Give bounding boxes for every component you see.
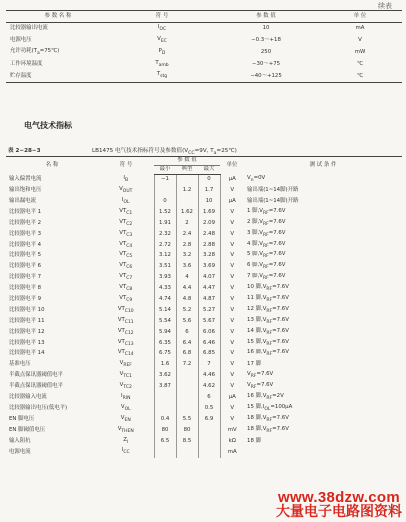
elec-row (6, 229, 402, 240)
elec-cell-name: 输出漏电流 (9, 198, 36, 205)
elec-cell-typ: 5.5 (176, 414, 198, 425)
limits-cell-name: 贮存温度 (6, 71, 110, 83)
elec-cell-unit: mA (220, 447, 244, 458)
elec-cell-symbol: $V_{REF}$ (119, 360, 132, 369)
elec-cell-min: 5.14 (154, 305, 176, 316)
elec-cell-unit: V (220, 262, 244, 273)
elec-cell-unit: V (220, 218, 244, 229)
elec-cell-condition: 18 脚$,V_{RF}=7.6V$ (247, 414, 289, 423)
elec-cell-max: 3.28 (198, 251, 220, 262)
elec-cell-typ: 6.8 (176, 349, 198, 360)
elec-cell-max: 5.67 (198, 316, 220, 327)
elec-cell-condition: 输出端(1~14脚)开路 (247, 198, 299, 205)
elec-cell-symbol: $VT_{C13}$ (117, 338, 134, 347)
elec-cell-min: 4.74 (154, 294, 176, 305)
elec-cell-typ: 2 (176, 218, 198, 229)
elec-cell-max: 2.48 (198, 229, 220, 240)
elec-cell-condition: 16 脚$,V_{RF}=2V$ (247, 392, 284, 402)
elec-cell-typ: 2.8 (176, 240, 198, 251)
caption-number: 表 2−28−3 (8, 148, 41, 154)
elec-cell-max: 10 (198, 196, 220, 207)
limits-cell-value: −30〜+75 (251, 60, 281, 67)
elec-row (6, 338, 402, 349)
page-header: 续表 (378, 2, 392, 10)
elec-cell-max: 2.09 (198, 218, 220, 229)
elec-cell-max: 5.27 (198, 305, 220, 316)
elec-header-symbol: 符 号 (98, 157, 154, 175)
elec-cell-typ: 4 (176, 273, 198, 284)
elec-cell-condition: $V_{RF}=7.6V$ (247, 382, 274, 391)
elec-cell-min: 1.91 (154, 218, 176, 229)
elec-cell-symbol: $VT_{C6}$ (119, 262, 133, 271)
elec-cell-name: 比较器电平 12 (9, 328, 45, 335)
elec-row (6, 371, 402, 382)
elec-header-unit: 单位 (220, 157, 244, 175)
limits-cell-value: −40〜+125 (214, 71, 318, 83)
elec-cell-condition: 4 脚$,V_{RF}=7.6V$ (247, 240, 286, 249)
elec-cell-typ: 1.62 (176, 207, 198, 218)
elec-row (6, 294, 402, 305)
elec-cell-min: 0.4 (154, 414, 176, 425)
elec-cell-typ: 80 (176, 425, 198, 436)
elec-cell-condition: 6 脚$,V_{RF}=7.6V$ (247, 262, 286, 271)
elec-cell-min: 6.35 (154, 338, 176, 349)
elec-cell-unit: V (220, 360, 244, 371)
elec-header-values-group: 参 数 值 (154, 157, 220, 166)
elec-cell-min: 3.51 (154, 262, 176, 273)
elec-cell-name: 比较器输入电流 (9, 394, 47, 401)
elec-row (6, 414, 402, 425)
elec-cell-max: 6.06 (198, 327, 220, 338)
elec-cell-typ: 5.2 (176, 305, 198, 316)
elec-cell-max: 3.69 (198, 262, 220, 273)
elec-cell-min (154, 403, 176, 414)
limits-cell-symbol: $V_{EC}$ (157, 35, 167, 44)
elec-header-typ: 典型 (176, 166, 198, 175)
elec-cell-condition: 18 脚$,V_{RF}=7.6V$ (247, 425, 289, 434)
elec-cell-max: 6.9 (198, 414, 220, 425)
elec-cell-typ: 4.8 (176, 294, 198, 305)
limits-cell-unit: V (358, 36, 362, 43)
elec-cell-symbol: $VT_{C10}$ (117, 305, 134, 314)
elec-cell-max: 6.46 (198, 338, 220, 349)
elec-cell-name: 比较器电平 7 (9, 274, 42, 281)
elec-cell-max: 0 (198, 175, 220, 186)
elec-cell-unit: mV (220, 425, 244, 436)
elec-cell-min: 4.33 (154, 283, 176, 294)
elec-cell-min: 80 (154, 425, 176, 436)
elec-cell-min: 5.54 (154, 316, 176, 327)
limits-cell-value: −0.3〜+18 (251, 36, 281, 43)
elec-header-max: 最大 (198, 166, 220, 175)
elec-cell-typ: 7.2 (176, 360, 198, 371)
elec-cell-condition: 3 脚$,V_{RF}=7.6V$ (247, 229, 286, 238)
elec-cell-symbol: $V_{EN}$ (120, 414, 131, 423)
elec-cell-name: 半截点保讯器阈值电平 (9, 372, 63, 379)
elec-cell-condition: 5 脚$,V_{RF}=7.6V$ (247, 251, 286, 260)
elec-cell-name: 比较器电平 2 (9, 219, 42, 226)
elec-cell-unit: V (220, 371, 244, 382)
elec-cell-unit: V (220, 381, 244, 392)
elec-cell-symbol: $VT_{C7}$ (119, 273, 133, 282)
elec-cell-min: 1.52 (154, 207, 176, 218)
elec-cell-max: 6.85 (198, 349, 220, 360)
elec-cell-max: 4.07 (198, 273, 220, 284)
limits-header-row (6, 11, 402, 23)
caption-text: LB1475 电气技术指标符号及参数值($V_{CC}=9V$, $T_a=25℃$) (92, 148, 237, 157)
elec-cell-max: 1.7 (198, 185, 220, 196)
elec-cell-max: 1.69 (198, 207, 220, 218)
elec-row (6, 349, 402, 360)
limits-cell-symbol: $I_{OC}$ (157, 23, 167, 33)
elec-row (6, 283, 402, 294)
elec-cell-min (154, 185, 176, 196)
elec-cell-min: 3.93 (154, 273, 176, 284)
elec-row (6, 392, 402, 403)
elec-cell-min: 6.5 (154, 436, 176, 447)
elec-cell-symbol: $I_{RIN}$ (121, 392, 131, 402)
limits-header-symbol: 符 号 (110, 11, 214, 23)
elec-row (6, 207, 402, 218)
limits-header-unit: 单 位 (318, 11, 402, 23)
elec-cell-symbol: $VT_{C3}$ (119, 229, 133, 238)
elec-cell-typ (176, 371, 198, 382)
elec-cell-condition: 12 脚$,V_{RF}=7.6V$ (247, 305, 289, 314)
elec-cell-name: 比较器电平 5 (9, 252, 42, 259)
elec-cell-min (154, 447, 176, 458)
elec-cell-unit: μA (220, 196, 244, 207)
elec-cell-symbol: $V_{TC1}$ (119, 371, 132, 380)
elec-cell-max (198, 425, 220, 436)
limits-row (6, 47, 402, 59)
elec-cell-typ (176, 392, 198, 403)
elec-cell-unit: kΩ (220, 436, 244, 447)
elec-cell-min: 3.12 (154, 251, 176, 262)
elec-row (6, 381, 402, 392)
elec-cell-symbol: $V_{OL}$ (120, 403, 131, 412)
elec-cell-min: 6.75 (154, 349, 176, 360)
elec-cell-name: 电源电流 (9, 448, 31, 455)
elec-row (6, 262, 402, 273)
elec-cell-symbol: $V_{OUT}$ (119, 186, 133, 195)
limits-cell-name: 比较器输出电流 (10, 25, 48, 32)
elec-cell-symbol: $V_{TC2}$ (119, 382, 132, 391)
elec-cell-unit: V (220, 414, 244, 425)
elec-cell-name: EN 脚阈值电压 (9, 426, 46, 433)
elec-cell-condition: $V_{RF}=7.6V$ (247, 371, 274, 380)
elec-cell-name: EN 脚电压 (9, 415, 35, 422)
elec-cell-symbol: $VT_{C8}$ (119, 284, 133, 293)
elec-cell-name: 比较器电平 10 (9, 306, 45, 313)
elec-cell-symbol: $VT_{C5}$ (119, 251, 133, 260)
elec-cell-condition: 15 脚$,V_{RF}=7.6V$ (247, 338, 289, 347)
elec-cell-symbol: $VT_{C12}$ (117, 327, 134, 336)
elec-cell-condition: 13 脚$,V_{RF}=7.6V$ (247, 316, 289, 325)
elec-cell-condition: 11 脚$,V_{RF}=7.6V$ (247, 294, 289, 304)
elec-cell-symbol: $I_{OL}$ (121, 196, 130, 206)
limits-header-name: 参 数 名 称 (6, 11, 110, 23)
limits-row (6, 59, 402, 71)
elec-cell-condition (244, 447, 402, 458)
elec-cell-typ (176, 403, 198, 414)
elec-cell-symbol: $VT_{C9}$ (119, 294, 133, 304)
elec-cell-max: 7 (198, 360, 220, 371)
elec-cell-max (198, 436, 220, 447)
elec-header-name: 名 称 (6, 157, 98, 175)
elec-cell-symbol: $V_{THEN}$ (117, 425, 134, 434)
elec-row (6, 196, 402, 207)
elec-cell-typ: 4.4 (176, 283, 198, 294)
elec-cell-min: −1 (154, 175, 176, 186)
elec-cell-symbol: $VT_{C2}$ (119, 218, 133, 227)
elec-row (6, 327, 402, 338)
elec-cell-unit: V (220, 305, 244, 316)
elec-cell-condition: 输出端(1~14脚)开路 (247, 187, 299, 194)
limits-cell-name: 工作环境温度 (10, 60, 43, 67)
elec-cell-condition: 2 脚$,V_{RF}=7.6V$ (247, 218, 286, 227)
elec-cell-unit: V (220, 185, 244, 196)
elec-cell-symbol: $I_B$ (123, 175, 129, 184)
elec-cell-min: 1.6 (154, 360, 176, 371)
elec-cell-symbol: $VT_{C14}$ (117, 349, 134, 358)
elec-cell-max: 4.47 (198, 283, 220, 294)
elec-cell-symbol: $VT_{C4}$ (119, 240, 133, 249)
elec-cell-typ: 6 (176, 327, 198, 338)
limits-cell-value: 250 (260, 48, 272, 55)
elec-cell-condition: 15 脚$,I_{OL}=100\mu A$ (247, 403, 293, 412)
elec-cell-name: 比较器电平 3 (9, 230, 42, 237)
electrical-table (6, 156, 402, 458)
elec-cell-name: 基准电压 (9, 361, 31, 368)
elec-cell-typ (176, 381, 198, 392)
elec-cell-min: 2.72 (154, 240, 176, 251)
elec-cell-typ: 3.6 (176, 262, 198, 273)
watermark (276, 490, 402, 520)
elec-cell-max (198, 447, 220, 458)
elec-cell-min: 0 (154, 196, 176, 207)
elec-cell-unit: V (220, 207, 244, 218)
watermark-url: www.38dzw.com (278, 488, 400, 506)
elec-row (6, 360, 402, 371)
elec-cell-name: 输入偏置电流 (9, 176, 42, 183)
elec-cell-unit: V (220, 316, 244, 327)
limits-cell-name: 允许功耗$(T_a=75℃)$ (10, 47, 60, 56)
elec-row (6, 240, 402, 251)
elec-cell-condition: $V_n=0V$ (247, 175, 266, 184)
elec-cell-name: 比较器电平 14 (9, 350, 45, 357)
elec-cell-max: 2.88 (198, 240, 220, 251)
elec-cell-max: 6 (198, 392, 220, 403)
elec-cell-typ: 6.4 (176, 338, 198, 349)
elec-cell-symbol: $VT_{C11}$ (117, 316, 134, 325)
elec-row (6, 425, 402, 436)
elec-cell-name: 半截点保讯器阈值电平 (9, 383, 63, 390)
elec-cell-min: 5.94 (154, 327, 176, 338)
elec-cell-typ (176, 447, 198, 458)
elec-cell-max: 4.87 (198, 294, 220, 305)
elec-cell-condition: 17 脚 (247, 361, 261, 368)
elec-cell-name: 比较器电平 13 (9, 339, 45, 346)
elec-cell-unit: V (220, 251, 244, 262)
limits-row (6, 35, 402, 47)
elec-cell-unit: V (220, 240, 244, 251)
limits-cell-value: 10 (262, 25, 270, 32)
elec-cell-unit: V (220, 349, 244, 360)
elec-cell-unit: μA (220, 175, 244, 186)
limits-cell-unit: mW (354, 48, 366, 55)
elec-cell-max: 4.62 (198, 381, 220, 392)
limits-row (6, 23, 402, 35)
elec-cell-typ (176, 196, 198, 207)
elec-row (6, 273, 402, 284)
elec-cell-min: 2.32 (154, 229, 176, 240)
elec-cell-condition: 14 脚$,V_{RF}=7.6V$ (247, 327, 289, 336)
elec-cell-symbol: $VT_{C1}$ (119, 207, 133, 216)
elec-cell-max: 0.5 (198, 403, 220, 414)
elec-cell-name: 比较器电平 1 (9, 208, 42, 215)
limits-cell-unit: mA (355, 25, 365, 32)
elec-row (6, 251, 402, 262)
elec-cell-condition: 1 脚$,V_{RF}=7.6V$ (247, 207, 286, 216)
elec-cell-condition: 7 脚$,V_{RF}=7.6V$ (247, 273, 286, 282)
limits-cell-symbol: $P_D$ (158, 47, 166, 56)
elec-row (6, 185, 402, 196)
elec-row (6, 218, 402, 229)
elec-header-min: 最小 (154, 166, 176, 175)
elec-cell-name: 比较器电平 6 (9, 263, 42, 270)
elec-cell-name: 输出饱和电压 (9, 187, 42, 194)
elec-header-condition: 测 试 条 件 (244, 157, 402, 175)
elec-header-row-1 (6, 157, 402, 166)
elec-cell-unit: V (220, 327, 244, 338)
elec-cell-min (154, 392, 176, 403)
watermark-name: 大量电子电路图资料 (276, 504, 402, 521)
elec-cell-typ: 8.5 (176, 436, 198, 447)
elec-row (6, 403, 402, 414)
elec-cell-name: 比较器电平 11 (9, 317, 45, 324)
section-title: 电气技术指标 (24, 121, 72, 130)
elec-cell-unit: V (220, 229, 244, 240)
elec-row (6, 447, 402, 458)
elec-cell-unit: V (220, 283, 244, 294)
elec-cell-typ (176, 175, 198, 186)
limits-cell-name: 电源电压 (10, 36, 32, 43)
elec-row (6, 175, 402, 186)
elec-cell-unit: V (220, 403, 244, 414)
elec-cell-name: 比较器电平 9 (9, 296, 42, 303)
elec-row (6, 305, 402, 316)
limits-table (6, 10, 402, 83)
limits-cell-unit: ℃ (318, 71, 402, 83)
elec-cell-name: 比较器输出电压(低电平) (9, 404, 68, 411)
elec-cell-unit: V (220, 338, 244, 349)
elec-row (6, 316, 402, 327)
elec-cell-min: 3.87 (154, 381, 176, 392)
limits-header-value: 参 数 值 (214, 11, 318, 23)
limits-cell-symbol: $T_{amb}$ (155, 59, 169, 68)
elec-cell-name: 比较器电平 4 (9, 241, 42, 248)
elec-cell-symbol: $Z_I$ (123, 436, 129, 445)
elec-cell-typ: 3.2 (176, 251, 198, 262)
elec-cell-symbol: $I_{CC}$ (121, 447, 130, 456)
elec-cell-unit: V (220, 273, 244, 284)
elec-cell-max: 4.46 (198, 371, 220, 382)
limits-row (6, 71, 402, 83)
elec-cell-typ: 2.4 (176, 229, 198, 240)
elec-cell-unit: V (220, 294, 244, 305)
elec-cell-unit: μA (220, 392, 244, 403)
elec-cell-condition: 18 脚 (247, 437, 261, 444)
elec-cell-name: 比较器电平 8 (9, 285, 42, 292)
limits-cell-unit: ℃ (356, 60, 364, 67)
elec-cell-condition: 16 脚$,V_{RF}=7.6V$ (247, 349, 289, 358)
elec-row (6, 436, 402, 447)
elec-cell-condition: 10 脚$,V_{RF}=7.6V$ (247, 284, 289, 293)
elec-cell-name: 输入阻抗 (9, 437, 31, 444)
limits-cell-symbol: $T_{stg}$ (110, 71, 214, 83)
elec-cell-typ: 5.6 (176, 316, 198, 327)
elec-cell-typ: 1.2 (176, 185, 198, 196)
elec-cell-min: 3.62 (154, 371, 176, 382)
